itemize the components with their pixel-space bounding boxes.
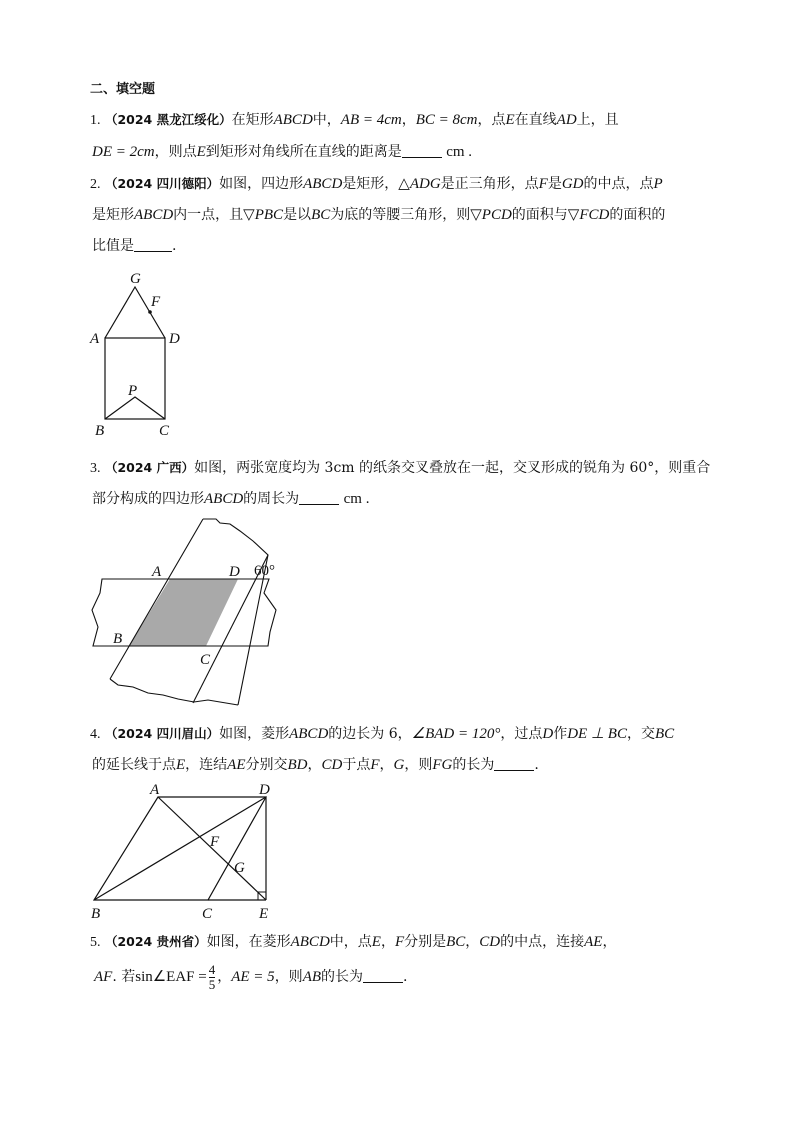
q3-text: 的周长为 (243, 491, 300, 507)
label-c: C (159, 423, 170, 439)
q3-unit: cm . (343, 491, 370, 507)
q4-text: ，则 (404, 757, 433, 773)
q4-source: （2024 四川眉山） (104, 726, 220, 741)
q5-expr: sin∠EAF = (135, 969, 207, 985)
q2-var: BC (311, 207, 331, 223)
q5-var: ABCD (290, 934, 330, 950)
q2-text: 为底的等腰三角形，则 (330, 207, 471, 223)
q1-line-1 (90, 110, 619, 131)
q1-text: 在矩形 (231, 112, 274, 128)
q3-text: 部分构成的四边形 (92, 491, 204, 507)
q4-text: 如图，菱形 (219, 726, 290, 742)
q5-text: ， (217, 969, 232, 985)
q5-var: CD (479, 934, 501, 950)
triangle-symbol: ▽ (470, 207, 482, 223)
q5-expr: AE = 5 (231, 969, 275, 985)
q5-var: AE (584, 934, 603, 950)
label-angle-60: 60° (254, 563, 275, 579)
label-d: D (229, 564, 240, 580)
q4-var: AE (227, 757, 246, 773)
q2-text: 是 (547, 176, 562, 192)
triangle-symbol: △ (398, 176, 410, 192)
q1-unit: cm . (446, 144, 473, 160)
q5-text: ，则 (274, 969, 303, 985)
q4-expr: ∠BAD = 120° (411, 726, 501, 742)
q5-var: AB (302, 969, 322, 985)
q2-var: P (653, 176, 663, 192)
q5-line-2 (94, 962, 407, 992)
q4-var: CD (321, 757, 343, 773)
q4-text: ，交 (626, 726, 655, 742)
triangle-symbol: ▽ (243, 207, 255, 223)
q4-text: 的边长为 6， (328, 726, 412, 742)
label-f: F (151, 294, 161, 310)
diagonal-bd (94, 797, 266, 900)
triangle-pbc (105, 397, 165, 419)
q2-text: 是以 (283, 207, 312, 223)
label-b: B (91, 906, 101, 922)
triangle-symbol: ▽ (567, 207, 580, 223)
q5-var: F (394, 934, 405, 950)
q5-answer-blank[interactable] (363, 968, 403, 983)
label-d: D (169, 331, 180, 347)
rectangle-abcd (105, 338, 165, 419)
label-b: B (113, 631, 123, 647)
q4-text: 分别交 (245, 757, 288, 773)
q2-number: 2. (90, 177, 101, 192)
q5-text: 的中点，连接 (500, 934, 585, 950)
q2-var: PCD (481, 207, 512, 223)
q1-expr: BC = 8cm (415, 112, 478, 128)
q3-line-1 (90, 458, 710, 479)
q5-var: E (371, 934, 381, 950)
q2-text: 是矩形， (342, 176, 399, 192)
q4-var: F (370, 757, 380, 773)
q4-text: ， (379, 757, 394, 773)
q4-text: ，过点 (500, 726, 543, 742)
q1-text: ，则点 (154, 144, 197, 160)
overlap-rhombus (129, 579, 238, 646)
figure-q2 (88, 265, 198, 440)
q5-text: ， (380, 934, 395, 950)
q5-text: ， (465, 934, 480, 950)
q5-text: ， (602, 934, 617, 950)
q4-text: . (534, 757, 539, 773)
q4-text: ， (307, 757, 322, 773)
q4-text: ，连结 (185, 757, 228, 773)
q4-line-2 (92, 755, 539, 775)
q1-text: 在直线 (514, 112, 557, 128)
q1-text: ，点 (477, 112, 506, 128)
q2-var: FCD (579, 207, 610, 223)
q1-expr: DE = 2cm (92, 144, 155, 160)
q2-text: 是正三角形，点 (440, 176, 539, 192)
q3-var: ABCD (204, 491, 244, 507)
section-heading: 二、填空题 (90, 82, 156, 97)
q1-text: 到矩形对角线所在直线的距离是 (205, 144, 402, 160)
q2-line-1 (90, 174, 663, 195)
q4-var: E (176, 757, 186, 773)
q4-text: 的长为 (452, 757, 495, 773)
q2-var: ADG (409, 176, 441, 192)
q1-text: ， (401, 112, 416, 128)
q4-text: 于点 (342, 757, 371, 773)
q2-var: GD (561, 176, 584, 192)
q1-number: 1. (90, 113, 101, 128)
q1-answer-blank[interactable] (402, 143, 442, 158)
label-c: C (202, 906, 213, 922)
label-b: B (95, 423, 105, 439)
label-e: E (259, 906, 269, 922)
q2-text: 比值是 (92, 238, 134, 254)
q1-text: 上，且 (576, 112, 619, 128)
q2-var: PBC (254, 207, 284, 223)
q1-source: （2024 黑龙江绥化） (104, 112, 232, 127)
label-c: C (200, 652, 211, 668)
q2-text: 内一点，且 (173, 207, 244, 223)
q2-var: F (538, 176, 548, 192)
label-p: P (128, 383, 138, 399)
q2-answer-blank[interactable] (134, 237, 172, 252)
q3-source: （2024 广西） (104, 460, 195, 475)
q2-text: 的面积的 (609, 207, 666, 223)
label-a: A (90, 331, 100, 347)
q5-text: 如图，在菱形 (206, 934, 291, 950)
q5-text: . 若 (112, 969, 136, 985)
q3-number: 3. (90, 461, 101, 476)
q1-var: E (196, 144, 206, 160)
q2-text: 如图，四边形 (219, 176, 304, 192)
q5-var: AF (94, 969, 113, 985)
q4-var: D (542, 726, 554, 742)
q1-var: ABCD (273, 112, 313, 128)
q4-text: 的延长线于点 (92, 757, 176, 773)
q2-text: 的中点，点 (583, 176, 654, 192)
q4-var: G (393, 757, 405, 773)
q5-text: 中，点 (329, 934, 372, 950)
q2-source: （2024 四川德阳） (104, 176, 220, 191)
q2-line-2 (92, 205, 665, 225)
q2-text: 是矩形 (92, 207, 134, 223)
point-f (148, 310, 152, 314)
q1-line-2 (92, 142, 472, 162)
q4-var: ABCD (289, 726, 329, 742)
q3-line-2 (92, 489, 369, 509)
q5-line-1 (90, 932, 616, 953)
q1-expr: AB = 4cm (340, 112, 402, 128)
q5-text: 分别是 (404, 934, 447, 950)
q4-answer-blank[interactable] (494, 756, 534, 771)
q5-text: . (403, 969, 408, 985)
q4-var: FG (432, 757, 453, 773)
q4-expr: DE ⊥ BC (567, 726, 627, 742)
label-g: G (234, 860, 245, 876)
q3-answer-blank[interactable] (299, 490, 339, 505)
label-g: G (130, 271, 141, 287)
q2-line-3 (92, 236, 176, 256)
q4-line-1 (90, 724, 674, 745)
q2-var: ABCD (134, 207, 174, 223)
q5-var: BC (446, 934, 466, 950)
q4-var: BC (654, 726, 675, 742)
fraction-4-5 (209, 963, 216, 992)
fraction-denominator: 5 (208, 976, 216, 992)
q3-text: 如图，两张宽度均为 3cm 的纸条交叉叠放在一起，交叉形成的锐角为 60°，则重合 (194, 460, 711, 476)
q5-source: （2024 贵州省） (104, 934, 207, 949)
q4-text: 作 (553, 726, 568, 742)
label-f: F (210, 834, 220, 850)
q2-text: 的面积与 (511, 207, 568, 223)
q2-var: ABCD (303, 176, 343, 192)
fraction-numerator: 4 (208, 961, 216, 977)
q4-var: BD (287, 757, 308, 773)
label-d: D (259, 782, 270, 798)
q1-var: E (505, 112, 515, 128)
label-a: A (152, 564, 162, 580)
label-a: A (150, 782, 160, 798)
q1-var: AD (556, 112, 577, 128)
q1-text: 中， (312, 112, 341, 128)
q5-text: 的长为 (321, 969, 364, 985)
q5-number: 5. (90, 935, 101, 950)
figure-q3 (88, 515, 288, 710)
q4-number: 4. (90, 727, 101, 742)
q2-text: . (172, 238, 177, 254)
figure-q4 (88, 782, 288, 922)
